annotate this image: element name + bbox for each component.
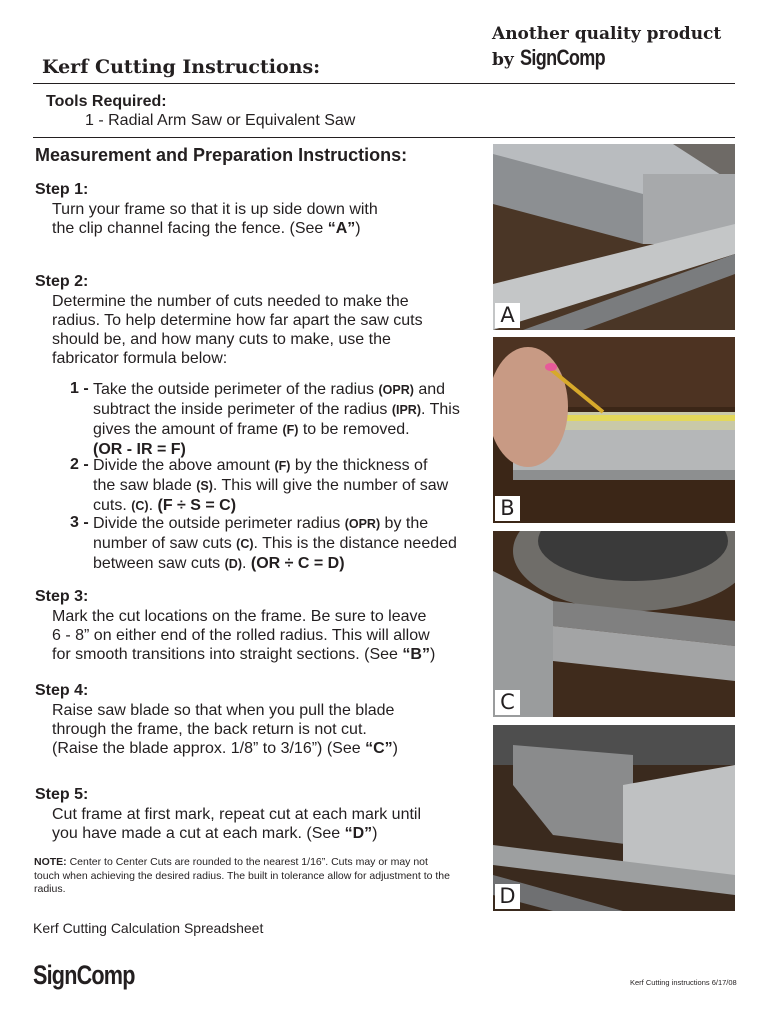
step-2-line: fabricator formula below: <box>52 350 228 367</box>
photo-ref: “B” <box>402 646 430 663</box>
photo-label: B <box>495 496 520 521</box>
photo-label: A <box>495 303 520 328</box>
formula-item-number: 1 - <box>70 380 89 397</box>
photo-b <box>493 337 735 523</box>
step-3-heading: Step 3: <box>35 588 89 605</box>
brand-line <box>492 46 721 72</box>
step-2-line: should be, and how many cuts to make, use the <box>52 331 391 348</box>
note-text: NOTE: Center to Center Cuts are rounded to the nearest 1/16”. Cuts may or may not touch when achieving the desired radius. The built in tolerance allow for adjustment to the radius. <box>34 856 450 895</box>
formula-item-number: 2 - <box>70 456 89 473</box>
formula-item-1: Take the outside perimeter of the radius (OPR) and subtract the inside perimeter of the radius (IPR). This gives the amount of frame (F) to be removed. (OR - IR = F) <box>93 380 488 459</box>
by-text: by <box>492 50 514 70</box>
tools-item: 1 - Radial Arm Saw or Equivalent Saw <box>85 112 356 129</box>
tagline-text: Another quality product <box>492 24 722 44</box>
spreadsheet-link[interactable]: Kerf Cutting Calculation Spreadsheet <box>33 920 264 936</box>
formula: (OR - IR = F) <box>93 441 186 458</box>
formula: (OR ÷ C = D) <box>250 555 345 572</box>
tools-heading: Tools Required: <box>46 93 167 110</box>
section-heading: Measurement and Preparation Instructions: <box>35 145 408 165</box>
formula: (F ÷ S = C) <box>157 497 237 514</box>
header-divider <box>33 83 735 84</box>
step-1-line: Turn your frame so that it is up side down with <box>52 201 378 218</box>
step-1-line: the clip channel facing the fence. (See “A”) <box>52 220 361 237</box>
tools-divider <box>33 137 735 138</box>
formula-item-3: Divide the outside perimeter radius (OPR) by the number of saw cuts (C). This is the distance needed between saw cuts (D). (OR ÷ C = D) <box>93 515 457 572</box>
photo-c <box>493 531 735 717</box>
step-2-line: Determine the number of cuts needed to make the <box>52 293 409 310</box>
signcomp-logo: SignComp <box>519 45 605 70</box>
step-2-text <box>52 292 423 368</box>
step-1-text <box>52 200 378 238</box>
step-5-heading: Step 5: <box>35 786 89 803</box>
page-title: Kerf Cutting Instructions: <box>42 56 321 78</box>
photo-a <box>493 144 735 330</box>
step-2-heading: Step 2: <box>35 273 89 290</box>
photo-ref: “A” <box>327 220 356 237</box>
photo-ref: “D” <box>344 825 373 842</box>
step-4-text: Raise saw blade so that when you pull the blade through the frame, the back return is not cut. (Raise the blade approx. 1/8” to 3/16”) (See “C”) <box>52 702 398 757</box>
step-2-line: radius. To help determine how far apart the saw cuts <box>52 312 423 329</box>
photo-label: C <box>495 690 520 715</box>
brand-tagline <box>492 22 721 72</box>
photo-d <box>493 725 735 911</box>
step-4-heading: Step 4: <box>35 682 89 699</box>
note-label: NOTE: <box>34 856 67 868</box>
step-3-text: Mark the cut locations on the frame. Be sure to leave 6 - 8” on either end of the rolled radius. This will allow for smooth transitions into straight sections. (See “B”) <box>52 608 436 663</box>
photo-label: D <box>495 884 520 909</box>
formula-item-number: 3 - <box>70 514 89 531</box>
photo-ref: “C” <box>365 740 393 757</box>
formula-item-2: Divide the above amount (F) by the thickness of the saw blade (S). This will give the number of saw cuts. (C). (F ÷ S = C) <box>93 457 449 514</box>
footer-logo: SignComp <box>33 960 135 990</box>
step-1-heading: Step 1: <box>35 181 89 198</box>
footer-date: Kerf Cutting instructions 6/17/08 <box>630 978 737 987</box>
step-5-text: Cut frame at first mark, repeat cut at each mark until you have made a cut at each mark. (See “D”) <box>52 806 422 842</box>
